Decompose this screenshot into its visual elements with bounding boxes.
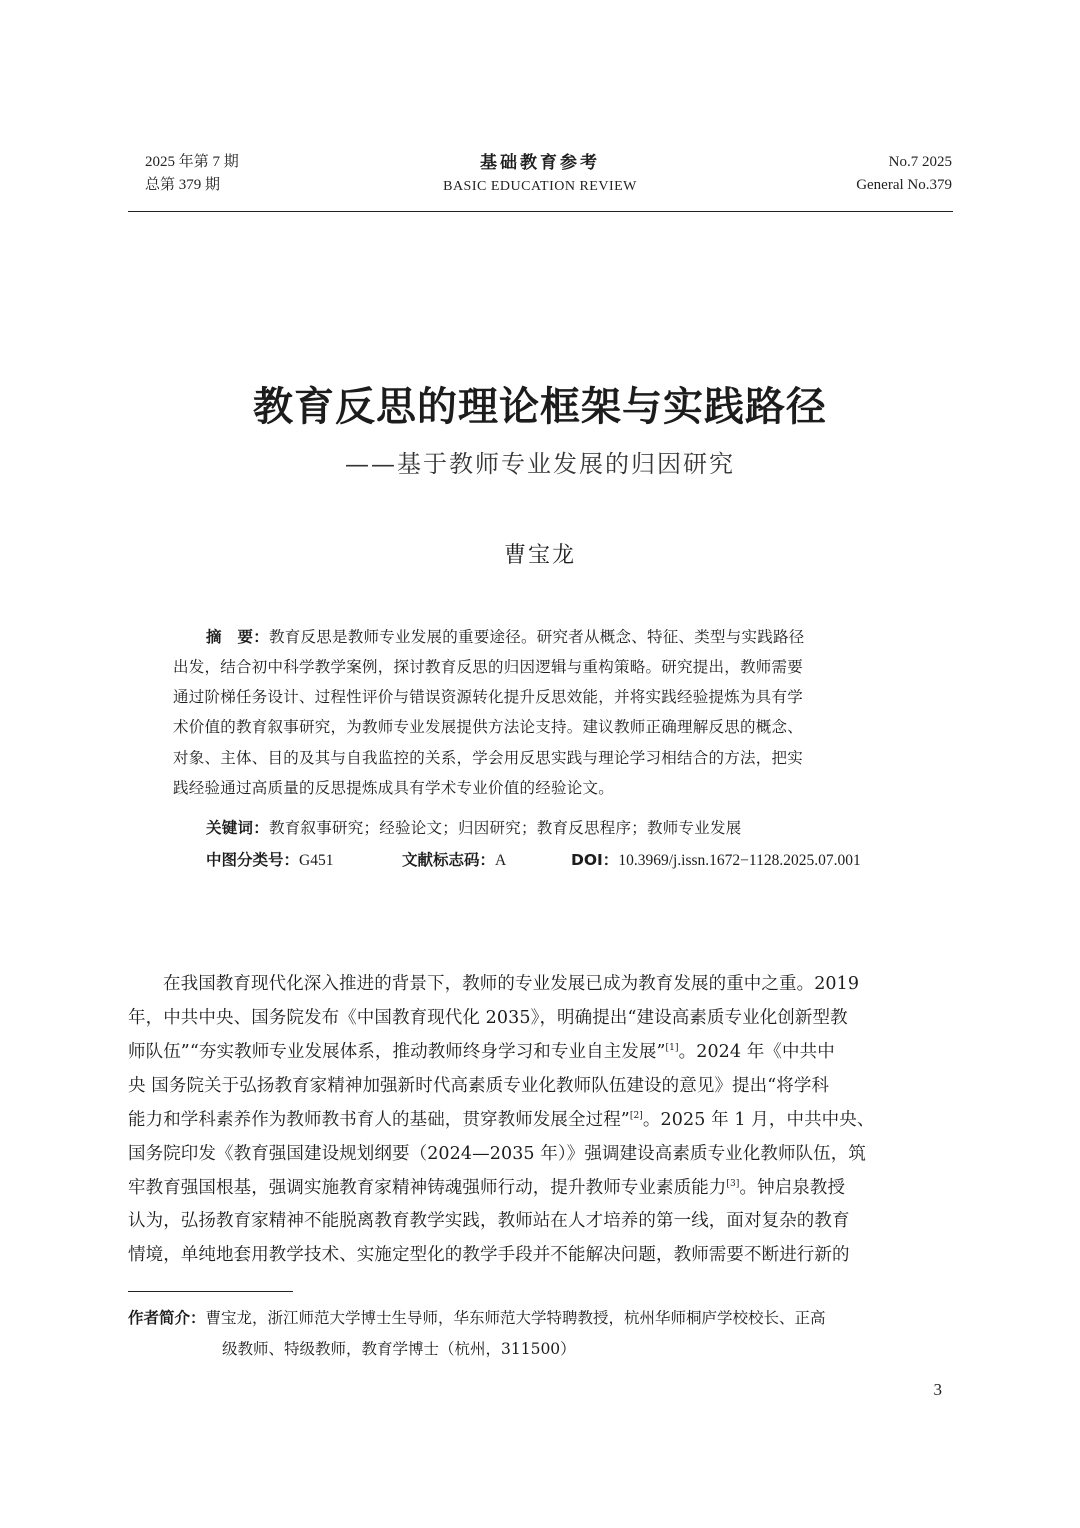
keywords-line	[206, 818, 918, 838]
body-line: 情境，单纯地套用教学技术、实施定型化的教学手段并不能解决问题，教师需要不断进行新的	[128, 1245, 850, 1265]
citation-ref: [2]	[629, 1111, 643, 1122]
total-issue-cn: 总第 379 期	[145, 177, 221, 193]
abstract-label: 摘 要：	[206, 628, 270, 646]
body-line: 年，中共中央、国务院发布《中国教育现代化 2035》，明确提出“建设高素质专业化创新型教	[128, 1008, 848, 1028]
body-line: 在我国教育现代化深入推进的背景下，教师的专业发展已成为教育发展的重中之重。2019	[163, 974, 860, 994]
citation-ref: [1]	[665, 1043, 679, 1054]
article-title: 教育反思的理论框架与实践路径	[253, 383, 827, 430]
footnote-label: 作者简介：	[128, 1309, 206, 1327]
clc-number: 中图分类号：G451	[206, 851, 334, 869]
abstract-line: 摘 要：教育反思是教师专业发展的重要途径。研究者从概念、特征、类型与实践路径	[206, 628, 805, 646]
doi: DOI：10.3969/j.issn.1672−1128.2025.07.001	[571, 851, 861, 869]
page-number: 3	[933, 1380, 942, 1399]
body-line: 牢教育强国根基，强调实施教育家精神铸魂强师行动，提升教师专业素质能力[3]。钟启泉教授	[128, 1178, 846, 1198]
total-issue-en: General No.379	[856, 177, 952, 193]
citation-ref: [3]	[726, 1179, 740, 1190]
abstract-line: 出发，结合初中科学教学案例，探讨教育反思的归因逻辑与重构策略。研究提出，教师需要	[173, 658, 804, 676]
document-code: 文献标志码：A	[402, 851, 507, 869]
keywords-text: 教育叙事研究；经验论文；归因研究；教育反思程序；教师专业发展	[269, 819, 742, 837]
footnote-line: 级教师、特级教师，教育学博士（杭州，311500）	[222, 1340, 576, 1358]
body-line: 师队伍”“夯实教师专业发展体系，推动教师终身学习和专业自主发展”[1]。2024 年《中共中	[128, 1042, 835, 1062]
keywords-label: 关键词：	[206, 819, 270, 837]
author-name: 曹宝龙	[503, 543, 576, 568]
footnote-rule	[128, 1291, 293, 1292]
journal-title-en: BASIC EDUCATION REVIEW	[443, 179, 637, 194]
body-line: 国务院印发《教育强国建设规划纲要（2024—2035 年）》强调建设高素质专业化教师队伍，筑	[128, 1144, 866, 1164]
body-line: 认为，弘扬教育家精神不能脱离教育教学实践，教师站在人才培养的第一线，面对复杂的教育	[128, 1211, 850, 1231]
abstract-line: 通过阶梯任务设计、过程性评价与错误资源转化提升反思效能，并将实践经验提炼为具有学	[173, 688, 804, 706]
issue-number-cn: 2025 年第 7 期	[145, 154, 239, 170]
issue-number-en: No.7 2025	[888, 154, 952, 170]
body-line: 能力和学科素养作为教师教书育人的基础，贯穿教师发展全过程”[2]。2025 年 1 月，中共中央、	[128, 1110, 875, 1130]
abstract-line: 对象、主体、目的及其与自我监控的关系，学会用反思实践与理论学习相结合的方法，把实	[173, 749, 804, 767]
footnote-line: 作者简介：曹宝龙，浙江师范大学博士生导师，华东师范大学特聘教授，杭州华师桐庐学校校长、正高	[128, 1309, 826, 1327]
abstract-line: 践经验通过高质量的反思提炼成具有学术专业价值的经验论文。	[173, 779, 615, 797]
body-line: 央 国务院关于弘扬教育家精神加强新时代高素质专业化教师队伍建设的意见》提出“将学科	[128, 1076, 830, 1096]
article-subtitle: ——基于教师专业发展的归因研究	[345, 450, 735, 478]
header-rule	[128, 211, 953, 212]
abstract-line: 术价值的教育叙事研究，为教师专业发展提供方法论支持。建议教师正确理解反思的概念、	[173, 718, 804, 736]
journal-title-cn: 基础教育参考	[480, 153, 600, 173]
